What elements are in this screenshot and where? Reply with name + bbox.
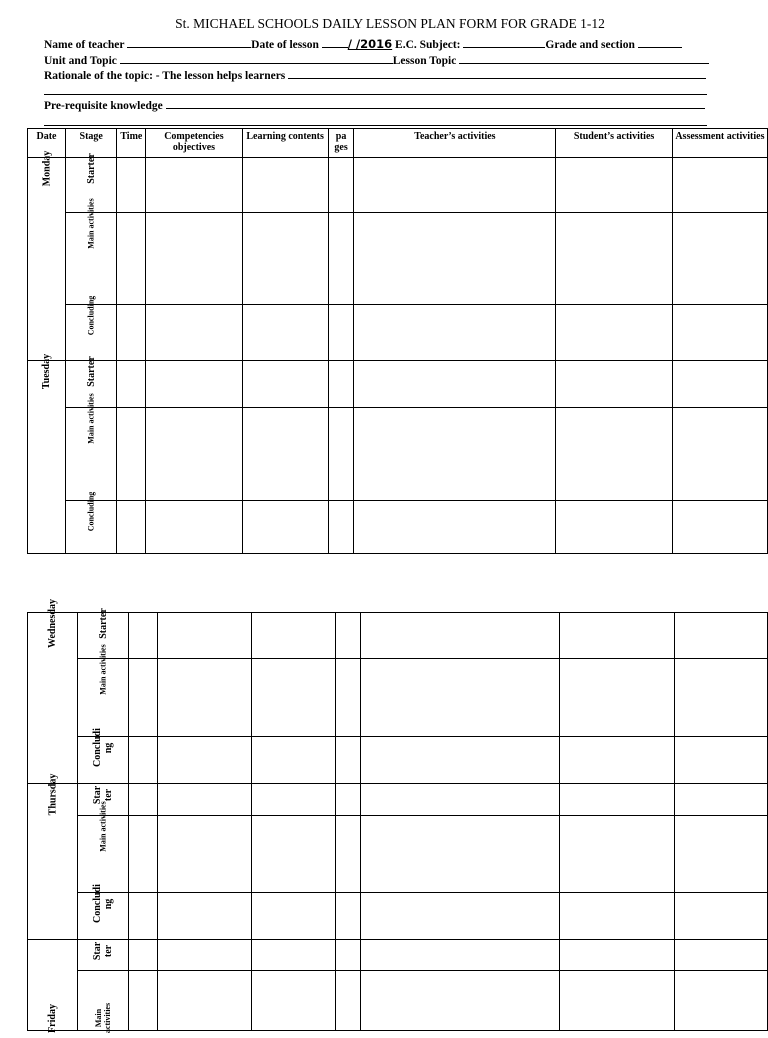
name-of-teacher-label: Name of teacher: [44, 39, 125, 51]
stage-cell: [77, 728, 128, 784]
prerequisite-label: Pre-requisite knowledge: [44, 100, 163, 112]
stage-label: Starter: [85, 153, 97, 184]
stage-label: Main activities: [86, 198, 96, 249]
day-cell-monday: [28, 150, 66, 361]
table-row: [28, 940, 768, 971]
table-row: [28, 659, 768, 737]
day-label: Tuesday: [40, 353, 52, 390]
ec-subject-label: E.C. Subject:: [395, 39, 461, 51]
header-pages: pa ges: [328, 129, 354, 158]
day-label: Friday: [46, 1004, 58, 1033]
stage-cell: [77, 644, 128, 737]
table-row: [28, 737, 768, 784]
day-cell-wednesday: [28, 599, 78, 784]
subject-field[interactable]: [463, 37, 545, 48]
stage-label: Concluding: [86, 491, 96, 532]
table-row: [28, 816, 768, 893]
header-teacher-activities: Teacher’s activities: [354, 129, 556, 158]
stage-label: Main activities: [86, 393, 96, 444]
header-time: Time: [117, 129, 146, 158]
stage-cell: [77, 884, 128, 940]
header-stage: Stage: [65, 129, 116, 158]
form-title: St. MICHAEL SCHOOLS DAILY LESSON PLAN FORM FOR GRADE 1-12: [175, 16, 605, 31]
table-row: [28, 361, 768, 408]
header-student-activities: Student’s activities: [556, 129, 673, 158]
table-row: [28, 501, 768, 554]
day-cell-friday: [28, 940, 78, 1031]
header-assessment: Assessment activities: [672, 129, 767, 158]
stage-label: Concluding: [86, 295, 96, 336]
name-of-teacher-field[interactable]: [127, 37, 251, 48]
stage-cell: [77, 971, 128, 1034]
rationale-field[interactable]: [288, 68, 706, 79]
stage-label: Star ter: [92, 785, 115, 805]
table-row: [28, 305, 768, 361]
day-label: Thursday: [46, 773, 58, 816]
table-row: [28, 893, 768, 940]
rationale-continuation-line[interactable]: [44, 94, 707, 95]
stage-cell: [65, 491, 116, 554]
lesson-plan-table-2: [27, 599, 768, 1034]
header-line-2: [44, 53, 709, 67]
stage-cell: [65, 393, 116, 501]
table-header-row: [28, 129, 768, 158]
stage-cell: [65, 198, 116, 305]
prerequisite-continuation-line[interactable]: [44, 125, 707, 126]
grade-section-label: Grade and section: [545, 39, 635, 51]
prerequisite-field[interactable]: [166, 98, 705, 109]
day-cell-thursday: [28, 773, 78, 940]
day-label: Wednesday: [46, 599, 58, 648]
header-learning-contents: Learning contents: [242, 129, 328, 158]
stage-cell: [65, 295, 116, 361]
rationale-label: Rationale of the topic: - The lesson helps learners: [44, 70, 286, 82]
stage-label: Starter: [97, 608, 109, 639]
date-value: / /2016: [347, 37, 393, 51]
table-row: [28, 408, 768, 501]
header-date: Date: [28, 129, 66, 158]
stage-label: Main activities: [98, 801, 108, 852]
header-competencies: Competencies objectives: [146, 129, 242, 158]
day-cell-tuesday: [28, 353, 66, 554]
stage-label: Star ter: [92, 941, 115, 961]
lesson-topic-label: Lesson Topic: [392, 55, 457, 67]
header-line-4: [44, 98, 705, 112]
stage-label: Starter: [85, 356, 97, 387]
lesson-plan-table-1: [27, 128, 768, 554]
stage-label: Main activities: [94, 1002, 113, 1034]
stage-label: Concludi ng: [92, 884, 115, 923]
day-label: Monday: [40, 150, 52, 187]
stage-cell: [77, 940, 128, 971]
lesson-topic-field[interactable]: [459, 53, 709, 64]
date-blank-field[interactable]: [322, 37, 348, 48]
table-row: [28, 971, 768, 1031]
table-row: [28, 784, 768, 816]
date-of-lesson-label: Date of lesson: [251, 39, 319, 51]
table-row: [28, 613, 768, 659]
stage-label: Concludi ng: [92, 728, 115, 767]
stage-label: Main activities: [98, 644, 108, 695]
header-line-3: [44, 68, 706, 82]
grade-section-field[interactable]: [638, 37, 682, 48]
unit-topic-field[interactable]: [120, 53, 393, 64]
header-line-1: [44, 37, 682, 51]
unit-topic-label: Unit and Topic: [44, 55, 117, 67]
stage-cell: [77, 801, 128, 893]
table-row: [28, 158, 768, 213]
table-row: [28, 213, 768, 305]
